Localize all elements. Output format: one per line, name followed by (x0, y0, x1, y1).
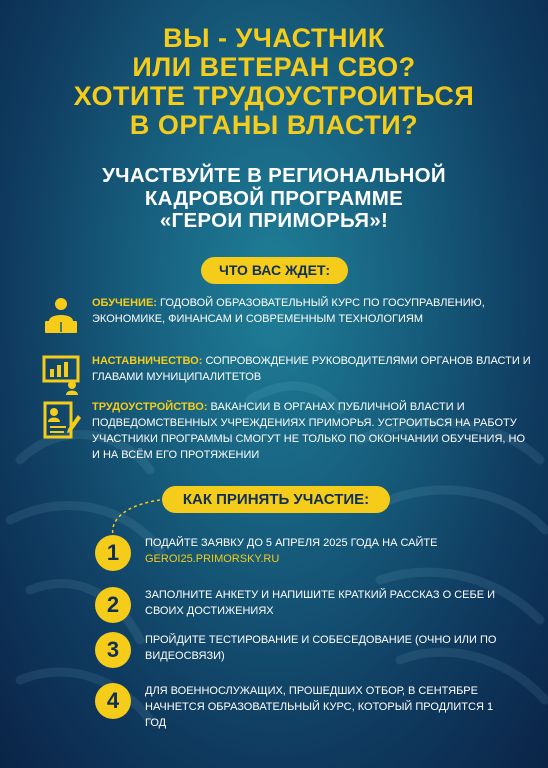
subtitle-line: УЧАСТВУЙТЕ В РЕГИОНАЛЬНОЙ (102, 164, 446, 187)
benefit-text: СОПРОВОЖДЕНИЕ РУКОВОДИТЕЛЯМИ ОРГАНОВ ВЛАСТИ И ГЛАВАМИ МУНИЦИПАЛИТЕТОВ (92, 355, 531, 383)
presentation-icon (40, 353, 82, 395)
subtitle-line: «ГЕРОИ ПРИМОРЬЯ»! (159, 209, 389, 232)
title-line: В ОРГАНЫ ВЛАСТИ? (129, 110, 419, 140)
steps-heading: КАК ПРИНЯТЬ УЧАСТИЕ: (162, 486, 390, 513)
teacher-icon (40, 295, 82, 337)
benefit-label: ОБУЧЕНИЕ: (92, 297, 157, 309)
step-text: ЗАПОЛНИТЕ АНКЕТУ И НАПИШИТЕ КРАТКИЙ РАССКАЗ О СЕБЕ И СВОИХ ДОСТИЖЕНИЯХ (145, 589, 495, 617)
step-text: ПРОЙДИТЕ ТЕСТИРОВАНИЕ И СОБЕСЕДОВАНИЕ (ОЧНО ИЛИ ПО ВИДЕОСВЯЗИ) (145, 634, 497, 662)
step-text: ПОДАЙТЕ ЗАЯВКУ ДО 5 АПРЕЛЯ 2025 ГОДА НА САЙТЕ (145, 537, 438, 549)
step-number: 4 (95, 683, 131, 719)
title-line: ХОТИТЕ ТРУДОУСТРОИТЬСЯ (73, 81, 475, 111)
step-number: 1 (95, 535, 131, 571)
step-text: ДЛЯ ВОЕННОСЛУЖАЩИХ, ПРОШЕДШИХ ОТБОР, В СЕНТЯБРЕ НАЧНЕТСЯ ОБРАЗОВАТЕЛЬНЫЙ КУРС, КОТОРЫЙ ПРОДЛИТСЯ 1 ГОД (145, 685, 494, 729)
resume-icon (40, 399, 82, 441)
benefit-label: ТРУДОУСТРОЙСТВО: (92, 401, 208, 413)
title-line: ИЛИ ВЕТЕРАН СВО? (132, 52, 416, 82)
main-title (0, 24, 548, 140)
title-line: ВЫ - УЧАСТНИК (163, 23, 385, 53)
website-link[interactable]: GEROI25.PRIMORSKY.RU (145, 553, 280, 565)
benefits-heading: ЧТО ВАС ЖДЕТ: (201, 257, 348, 284)
benefit-label: НАСТАВНИЧЕСТВО: (92, 355, 203, 367)
benefit-text: ВАКАНСИИ В ОРГАНАХ ПУБЛИЧНОЙ ВЛАСТИ И ПОДВЕДОМСТВЕННЫХ УЧРЕЖДЕНИЯХ ПРИМОРЬЯ. УСТРОИТЬСЯ НА РАБОТУ УЧАСТНИКИ ПРОГРАММЫ СМОГУТ НЕ ТОЛЬКО ПО ОКОНЧАНИИ ОБУЧЕНИЯ, НО И НА ВСЁМ ЕГО ПРОТЯЖЕНИИ (92, 401, 526, 461)
program-subtitle (0, 165, 548, 233)
subtitle-line: КАДРОВОЙ ПРОГРАММЕ (144, 186, 404, 210)
step-number: 3 (95, 632, 131, 668)
step-number: 2 (95, 587, 131, 623)
benefit-text: ГОДОВОЙ ОБРАЗОВАТЕЛЬНЫЙ КУРС ПО ГОСУПРАВЛЕНИЮ, ЭКОНОМИКЕ, ФИНАНСАМ И СОВРЕМЕННЫМ ТЕХНОЛОГИЯМ (92, 297, 485, 325)
